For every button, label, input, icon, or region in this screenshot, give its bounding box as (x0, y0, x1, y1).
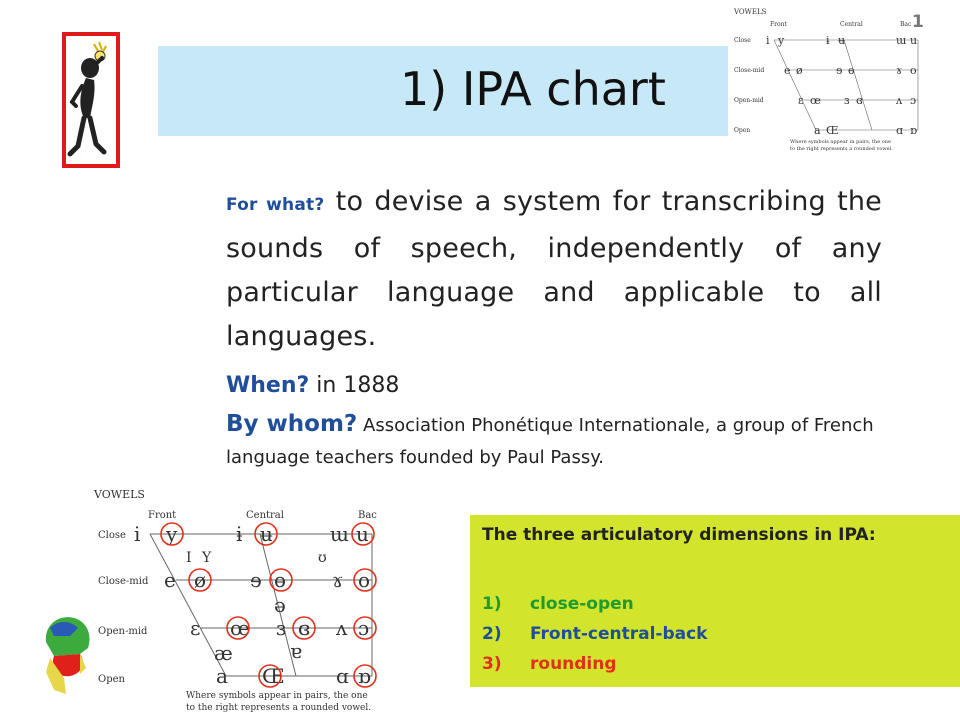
svg-text:ɑ: ɑ (336, 664, 349, 688)
svg-text:æ: æ (214, 641, 233, 665)
svg-text:ɜ: ɜ (276, 616, 287, 640)
svg-text:ɯ: ɯ (896, 34, 907, 47)
svg-text:a: a (814, 124, 821, 137)
body-text (226, 180, 882, 474)
idea-person-icon (62, 32, 120, 168)
svg-text:Where symbols appear in pairs,: Where symbols appear in pairs, the one (790, 139, 891, 145)
svg-text:y: y (166, 522, 178, 546)
list-item: 3) rounding (482, 654, 617, 674)
svg-text:Open: Open (734, 127, 751, 134)
svg-text:I: I (186, 550, 192, 566)
svg-text:ɐ: ɐ (290, 639, 302, 663)
svg-text:a: a (216, 664, 228, 688)
rounding-circles (161, 523, 376, 687)
svg-text:Open: Open (98, 674, 125, 685)
svg-text:ø: ø (796, 64, 803, 77)
svg-text:œ: œ (810, 94, 821, 107)
svg-text:i: i (766, 34, 770, 47)
when-text: in 1888 (316, 373, 400, 398)
list-item: 1) close-open (482, 594, 634, 614)
svg-text:Open-mid: Open-mid (98, 626, 148, 637)
svg-text:ø: ø (194, 568, 207, 592)
svg-text:ɞ: ɞ (856, 94, 863, 107)
svg-text:ɔ: ɔ (910, 94, 917, 107)
vowel-chart-small (732, 4, 932, 152)
svg-text:o: o (358, 568, 371, 592)
svg-text:ʊ: ʊ (318, 550, 327, 566)
by-whom-text: Association Phonétique Internationale, a group of French language teachers founded by Paul Passy. (226, 415, 874, 468)
svg-text:to the right represents a roun: to the right represents a rounded vowel. (186, 703, 372, 713)
svg-text:Bac: Bac (900, 21, 912, 28)
dimensions-list (482, 589, 707, 679)
for-what-label: For what? (226, 195, 325, 215)
svg-text:ɒ: ɒ (910, 124, 918, 137)
svg-text:ʉ: ʉ (260, 522, 273, 546)
svg-text:Front: Front (148, 510, 177, 521)
svg-text:ʌ: ʌ (336, 616, 348, 640)
svg-text:Central: Central (840, 21, 863, 28)
svg-text:o: o (910, 64, 917, 77)
vowel-chart-large (90, 484, 406, 714)
svg-text:ʌ: ʌ (896, 94, 903, 107)
svg-text:ə: ə (274, 593, 286, 617)
svg-text:i: i (134, 522, 141, 546)
svg-text:ɵ: ɵ (848, 64, 855, 77)
by-whom-paragraph (226, 408, 882, 474)
svg-text:ɒ: ɒ (358, 664, 371, 688)
svg-text:Central: Central (246, 510, 284, 521)
vowel-chart-large-header: VOWELS (94, 488, 145, 501)
svg-text:ɨ: ɨ (826, 34, 830, 47)
vowel-chart-small-header: VOWELS (734, 8, 767, 16)
svg-text:ʉ: ʉ (838, 34, 846, 47)
svg-text:Front: Front (770, 21, 787, 28)
svg-text:Y: Y (202, 550, 212, 566)
slide-title: 1) IPA chart (400, 62, 666, 116)
svg-text:u: u (910, 34, 918, 47)
svg-text:ɔ: ɔ (358, 616, 370, 640)
svg-text:u: u (356, 522, 369, 546)
svg-text:ɘ: ɘ (250, 568, 262, 592)
svg-text:Where symbols appear in pairs,: Where symbols appear in pairs, the one (186, 691, 368, 701)
svg-text:ɜ: ɜ (844, 94, 850, 107)
when-paragraph (226, 373, 882, 398)
by-whom-label: By whom (226, 411, 344, 437)
svg-text:ɘ: ɘ (836, 64, 843, 77)
svg-text:Close-mid: Close-mid (734, 67, 765, 74)
svg-text:ɨ: ɨ (236, 522, 243, 546)
svg-text:ɛ: ɛ (798, 94, 804, 107)
svg-text:e: e (784, 64, 791, 77)
by-whom-qmark: ? (343, 411, 358, 437)
svg-text:e: e (164, 568, 176, 592)
svg-text:ɤ: ɤ (332, 568, 344, 592)
svg-text:to the right represents a roun: to the right represents a rounded vowel. (790, 146, 893, 152)
svg-text:Œ: Œ (262, 664, 285, 688)
svg-text:ɞ: ɞ (298, 616, 311, 640)
list-item: 2) Front-central-back (482, 624, 708, 644)
svg-text:œ: œ (230, 616, 250, 640)
for-what-paragraph (226, 180, 882, 359)
svg-text:ɤ: ɤ (896, 64, 903, 77)
svg-text:Close-mid: Close-mid (98, 576, 149, 587)
svg-text:Œ: Œ (826, 124, 839, 137)
svg-text:Close: Close (734, 37, 751, 44)
brain-head-icon (40, 612, 94, 696)
svg-text:ɛ: ɛ (190, 616, 201, 640)
svg-text:y: y (778, 34, 785, 47)
svg-text:ɑ: ɑ (896, 124, 904, 137)
page-number: 1 (912, 12, 924, 32)
dimensions-box-title: The three articulatory dimensions in IPA: (482, 525, 876, 545)
for-what-text: to devise a system for transcribing the sounds of speech, independently of any particular language and applicable to all languages. (226, 186, 882, 352)
when-label: When? (226, 373, 310, 398)
svg-text:Bac: Bac (358, 510, 377, 521)
svg-text:Close: Close (98, 530, 126, 541)
svg-text:ɯ: ɯ (330, 522, 349, 546)
svg-text:Open-mid: Open-mid (734, 97, 764, 104)
svg-text:ɵ: ɵ (274, 568, 287, 592)
